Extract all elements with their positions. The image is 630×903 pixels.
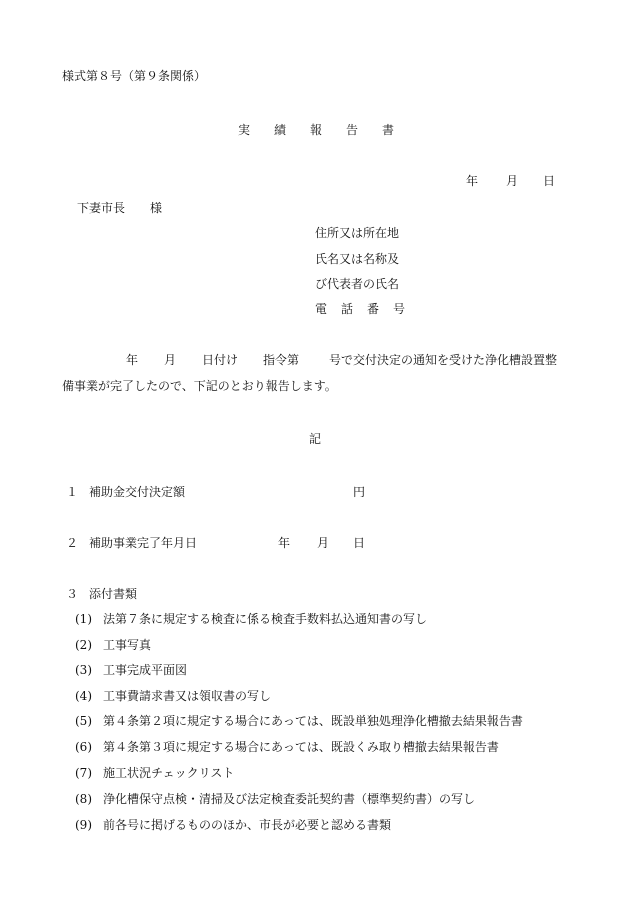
item-label: 補助事業完了年月日: [89, 536, 198, 550]
item-unit: 円: [353, 485, 366, 499]
list-item-text: 前各号に掲げるもののほか、市長が必要と認める書類: [103, 818, 392, 832]
document-title: [238, 123, 394, 137]
item-day: 日: [353, 536, 366, 550]
list-item-text: 工事完成平面図: [103, 663, 188, 677]
body-day: 日付け: [202, 353, 239, 367]
list-item-text: 第４条第２項に規定する場合にあっては、既設単独処理浄化槽撤去結果報告書: [103, 714, 523, 728]
phone-char: 号: [393, 302, 406, 316]
list-item-number: (2): [75, 638, 92, 652]
title-char: 績: [274, 123, 287, 137]
form-label: 様式第８号（第９条関係）: [62, 69, 207, 83]
list-item-text: 工事費請求書又は領収書の写し: [103, 689, 272, 703]
phone-label: [315, 302, 405, 316]
item-label: 添付書類: [89, 587, 138, 601]
list-item-number: (8): [75, 792, 92, 806]
body-directive: 指令第: [263, 353, 300, 367]
list-item-number: (1): [75, 612, 92, 626]
date-month: 月: [506, 174, 519, 188]
item-month: 月: [317, 536, 330, 550]
phone-char: 電: [315, 302, 328, 316]
list-item-text: 工事写真: [103, 638, 152, 652]
list-item-text: 浄化槽保守点検・清掃及び法定検査委託契約書（標準契約書）の写し: [103, 792, 476, 806]
title-char: 告: [346, 123, 359, 137]
list-item-text: 法第７条に規定する検査に係る検査手数料払込通知書の写し: [103, 612, 428, 626]
item-year: 年: [278, 536, 291, 550]
title-char: 書: [382, 123, 395, 137]
list-item-number: (4): [75, 689, 92, 703]
addressee-honorific: 様: [150, 201, 163, 215]
date-day: 日: [543, 174, 556, 188]
ki-heading: 記: [309, 432, 322, 446]
body-line2: 備事業が完了したので、下記のとおり報告します。: [62, 379, 337, 393]
item-number: ２: [66, 536, 79, 550]
date-year: 年: [466, 174, 479, 188]
body-line1-rest: 号で交付決定の通知を受けた浄化槽設置整: [329, 353, 558, 367]
addressee-name: 下妻市長: [77, 201, 126, 215]
item-number: １: [66, 485, 79, 499]
list-item-number: (3): [75, 663, 92, 677]
title-char: 実: [238, 123, 251, 137]
address-label: 住所又は所在地: [315, 226, 400, 240]
list-item-number: (5): [75, 714, 92, 728]
body-month: 月: [164, 353, 177, 367]
list-item-number: (6): [75, 740, 92, 754]
item-label: 補助金交付決定額: [89, 485, 186, 499]
list-item-text: 第４条第３項に規定する場合にあっては、既設くみ取り槽撤去結果報告書: [103, 740, 499, 754]
item-number: ３: [66, 587, 79, 601]
name-label-line2: び代表者の氏名: [315, 277, 400, 291]
list-item-number: (9): [75, 818, 92, 832]
list-item-text: 施工状況チェックリスト: [103, 766, 235, 780]
title-char: 報: [310, 123, 323, 137]
phone-char: 話: [341, 302, 354, 316]
body-year: 年: [126, 353, 139, 367]
list-item-number: (7): [75, 766, 92, 780]
name-label-line1: 氏名又は名称及: [315, 252, 400, 266]
phone-char: 番: [367, 302, 380, 316]
